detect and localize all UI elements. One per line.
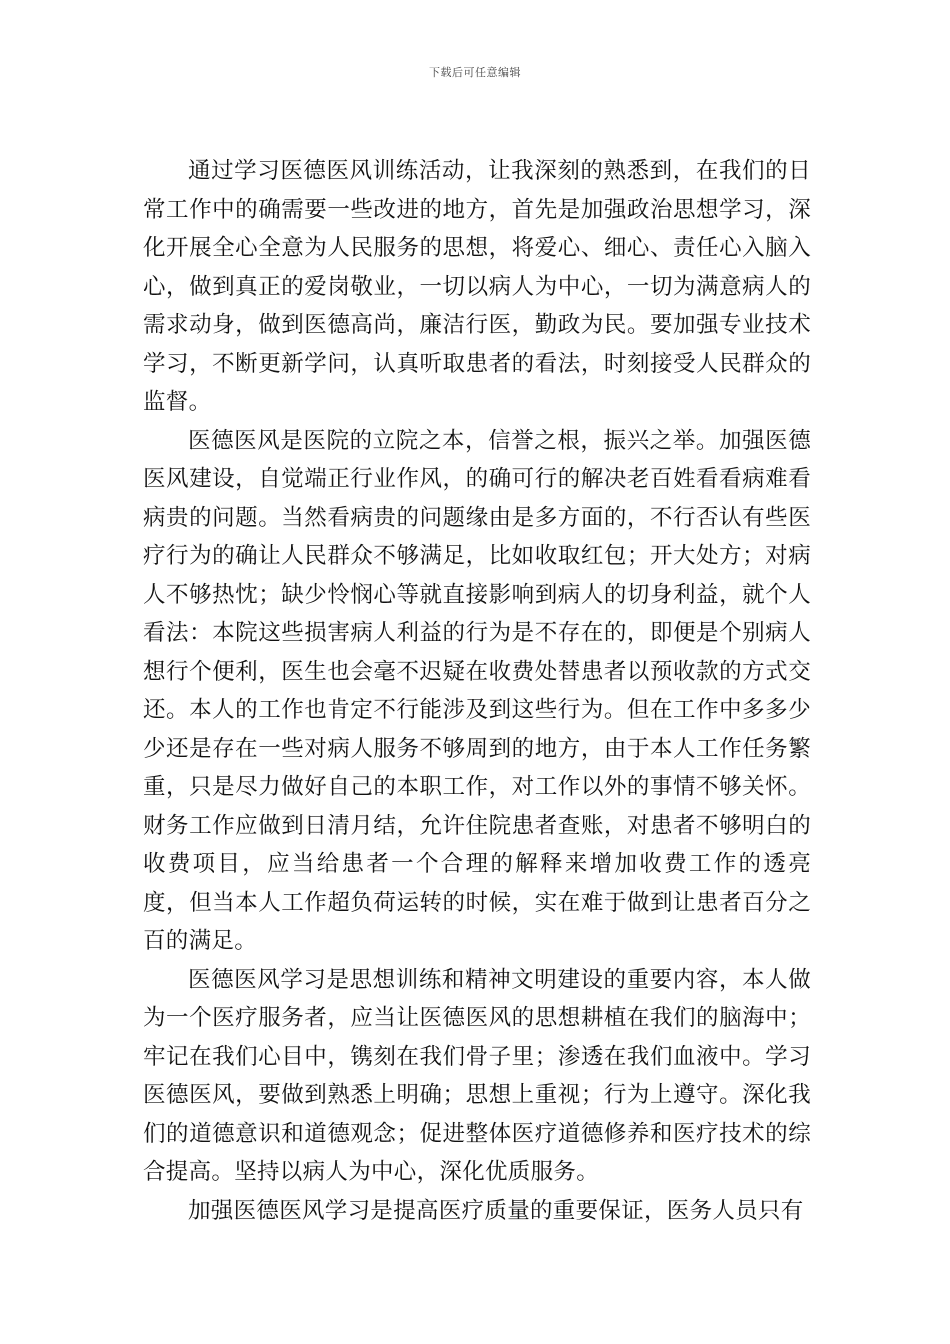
paragraph-3: 医德医风学习是思想训练和精神文明建设的重要内容，本人做为一个医疗服务者，应当让医德医风的思想耕植在我们的脑海中；牢记在我们心目中，镌刻在我们骨子里；渗透在我们血液中。学习医德医风，要做到熟悉上明确；思想上重视；行为上遵守。深化我们的道德意识和道德观念；促进整体医疗道德修养和医疗技术的综合提高。坚持以病人为中心，深化优质服务。 — [143, 966, 811, 1185]
download-note: 下载后可任意编辑 — [429, 66, 521, 79]
paragraph-4: 加强医德医风学习是提高医疗质量的重要保证，医务人员只有 — [188, 1197, 804, 1224]
paragraph-1: 通过学习医德医风训练活动，让我深刻的熟悉到，在我们的日常工作中的确需要一些改进的地方，首先是加强政治思想学习，深化开展全心全意为人民服务的思想，将爱心、细心、责任心入脑入心，做到真正的爱岗敬业，一切以病人为中心，一切为满意病人的需求动身，做到医德高尚，廉洁行医，勤政为民。要加强专业技术学习，不断更新学问，认真听取患者的看法，时刻接受人民群众的监督。 — [143, 158, 811, 415]
document-body — [143, 152, 834, 1230]
paragraph-2: 医德医风是医院的立院之本，信誉之根，振兴之举。加强医德医风建设，自觉端正行业作风，的确可行的解决老百姓看看病难看病贵的问题。当然看病贵的问题缘由是多方面的，不行否认有些医疗行为的确让人民群众不够满足，比如收取红包；开大处方；对病人不够热忱；缺少怜悯心等就直接影响到病人的切身利益，就个人看法：本院这些损害病人利益的行为是不存在的，即便是个别病人想行个便利，医生也会毫不迟疑在收费处替患者以预收款的方式交还。本人的工作也肯定不行能涉及到这些行为。但在工作中多多少少还是存在一些对病人服务不够周到的地方，由于本人工作任务繁重，只是尽力做好自己的本职工作，对工作以外的事情不够关怀。财务工作应做到日清月结，允许住院患者查账，对患者不够明白的收费项目，应当给患者一个合理的解释来增加收费工作的透亮 度，但当本人工作超负荷运转的时候，实在难于做到让患者百分之百的满足。 — [143, 427, 834, 954]
